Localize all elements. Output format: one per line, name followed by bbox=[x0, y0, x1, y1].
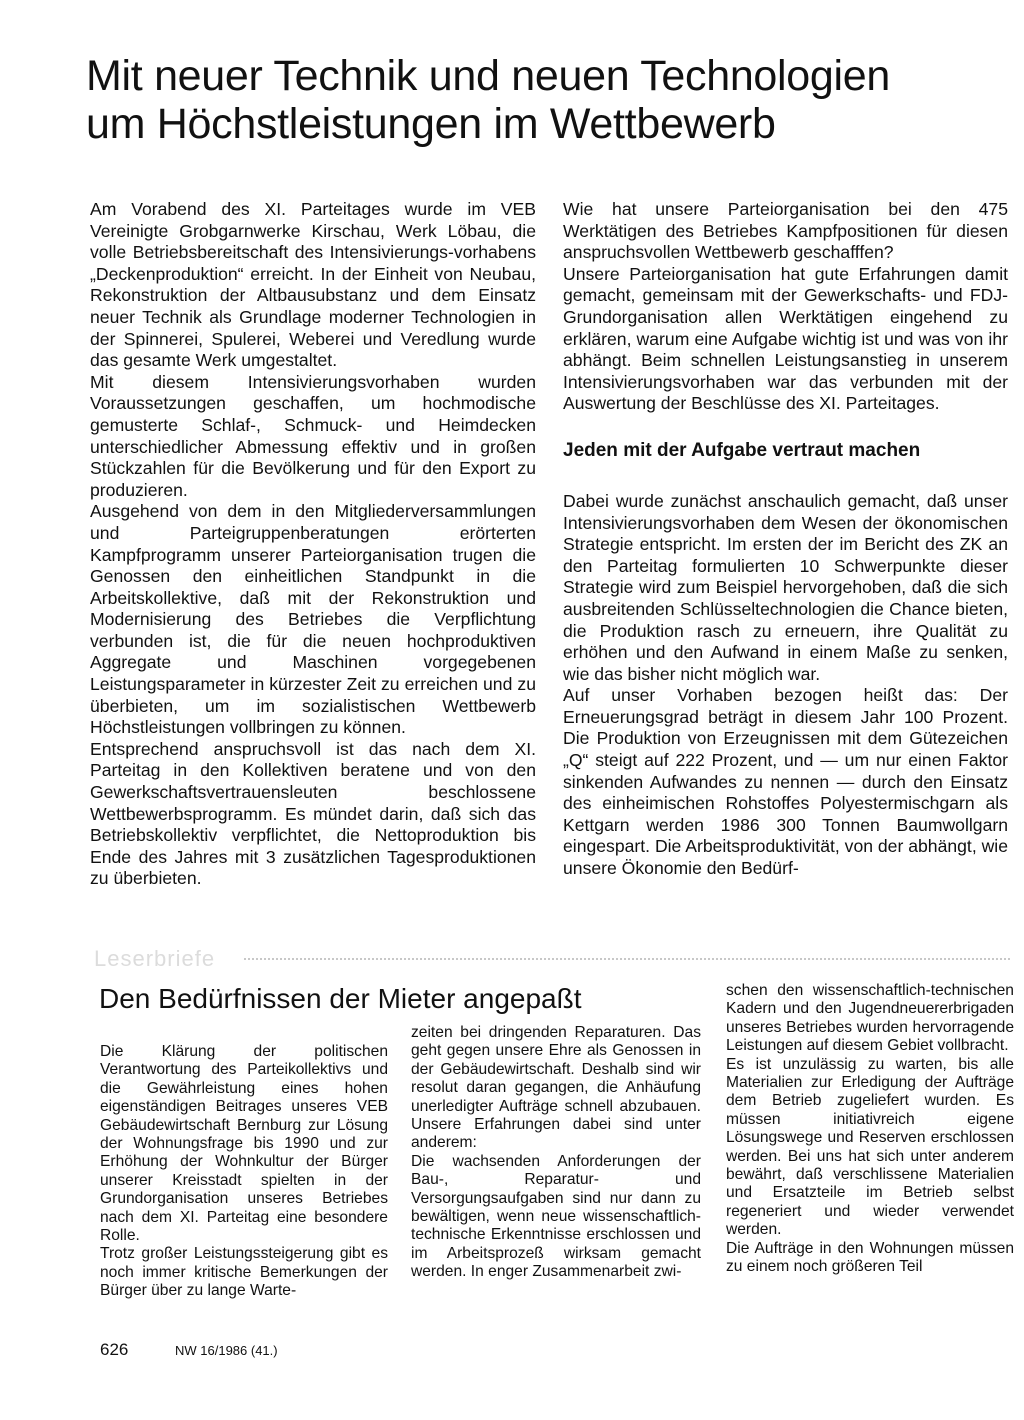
paragraph: Auf unser Vorhaben bezogen heißt das: Der Erneuerungsgrad beträgt in diesem Jahr 100 Prozent. Die Produktion von Erzeugnissen mit dem Gütezeichen „Q“ steigt auf 222 Prozent, und — um nur einen Faktor sinkenden Aufwandes zu nennen — durch den Einsatz des einheimischen Rohstoffes Polyestermischgarn als Kettgarn werden 1986 300 Tonnen Baumwollgarn eingespart. Die Arbeitsproduktivität, von der abhängt, wie unsere Ökonomie den Bedürf- bbox=[563, 685, 1008, 879]
paragraph: Die Aufträge in den Wohnungen müssen zu einem noch größeren Teil bbox=[726, 1239, 1014, 1276]
paragraph: Entsprechend anspruchsvoll ist das nach dem XI. Parteitag in den Kollektiven beratene und von den Gewerkschaftsvertrauensleuten beschlossene Wettbewerbsprogramm. Es mündet darin, daß sich das Betriebskollektiv verpflichtet, die Nettoproduktion bis Ende des Jahres mit 3 zusätzlichen Tagesproduktionen zu überbieten. bbox=[90, 738, 536, 889]
section-label: Leserbriefe bbox=[94, 946, 216, 971]
letter-column-1 bbox=[100, 1043, 388, 1301]
paragraph: Am Vorabend des XI. Parteitages wurde im VEB Vereinigte Grobgarnwerke Kirschau, Werk Löbau, die volle Betriebsbereitschaft des Intensivierungs-vorhabens „Deckenproduktion“ erreicht. In der Einheit von Neubau, Rekonstruktion der Altbausubstanz und dem Einsatz neuer Technik als Grundlage moderner Technologien in der Spinnerei, Spulerei, Weberei und Veredlung wurde das gesamte Werk umgestaltet. bbox=[90, 199, 536, 371]
section-subheading: Jeden mit der Aufgabe vertraut machen bbox=[563, 439, 921, 461]
paragraph: Dabei wurde zunächst anschaulich gemacht, daß unser Intensivierungsvorhaben dem Wesen der ökonomischen Strategie entspricht. Im ersten der im Bericht des ZK an den Parteitag formulierten 10 Schwerpunkte dieser Strategie wird zum Beispiel hervorgehoben, daß die sich ausbreitenden Schlüsseltechnologien die Chance bieten, die Produktion rasch zu erneuern, ihre Qualität zu erhöhen und den Aufwand in einem Maße zu senken, wie das bisher nicht möglich war. bbox=[563, 490, 1008, 684]
headline-line-1: Mit neuer Technik und neuen Technologien bbox=[86, 52, 891, 100]
paragraph: Mit diesem Intensivierungsvorhaben wurden Voraussetzungen geschaffen, um hochmodische gemusterte Schlaf-, Schmuck- und Heimdecken unterschiedlicher Abmessung effektiv und in großen Stückzahlen für die Bevölkerung und für den Export zu produzieren. bbox=[90, 371, 536, 500]
question-paragraph: Wie hat unsere Parteiorganisation bei den 475 Werktätigen des Betriebes Kampfpositionen für diesen anspruchsvollen Wettbewerb geschafffen? bbox=[563, 199, 1008, 263]
article-headline bbox=[86, 52, 986, 148]
dotted-rule bbox=[244, 958, 1010, 963]
article-right-column bbox=[563, 199, 1008, 880]
issue-reference: NW 16/1986 (41.) bbox=[175, 1343, 278, 1358]
paragraph: Es ist unzulässig zu warten, bis alle Materialien zur Erledigung der Aufträge dem Betrieb zugeliefert wurden. Es müssen initiativreich eigene Lösungswege und Reserven erschlossen werden. Bei uns hat sich unter anderem bewährt, daß verschlissene Materialien und Ersatzteile im Betrieb selbst regeneriert und wieder verwendet werden. bbox=[726, 1055, 1014, 1239]
paragraph: Ausgehend von dem in den Mitgliederversammlungen und Parteigruppenberatungen erörterten Kampfprogramm unserer Parteiorganisation trugen die Genossen den einheitlichen Standpunkt in die Arbeitskollektive, daß mit der Rekonstruktion und Modernisierung des Betriebes die Verpflichtung verbunden ist, die für die neuen hochproduktiven Aggregate und Maschinen vorgegebenen Leistungsparameter in kürzester Zeit zu erreichen und zu überbieten, um im sozialistischen Wettbewerb Höchstleistungen vollbringen zu können. bbox=[90, 501, 536, 738]
article-left-column bbox=[90, 199, 536, 890]
paragraph: schen den wissenschaftlich-technischen Kadern und den Jugendneuererbrigaden unseres Betriebes wurden hervorragende Leistungen auf diesem Gebiet vollbracht. bbox=[726, 982, 1014, 1055]
page-number: 626 bbox=[100, 1340, 129, 1359]
letter-title: Den Bedürfnissen der Mieter angepaßt bbox=[99, 983, 582, 1014]
paragraph: zeiten bei dringenden Reparaturen. Das geht gegen unsere Ehre als Genossen in der Gebäudewirtschaft. Deshalb sind wir resolut daran gegangen, die Anhäufung unerledigter Aufträge schnell abzubauen. Unsere Erfahrungen dabei sind unter anderem: bbox=[411, 1024, 701, 1152]
paragraph: Die Klärung der politischen Verantwortung des Parteikollektivs und die Gewährleistung eines hohen eigenständigen Beitrages unseres VEB Gebäudewirtschaft Bernburg zur Lösung der Wohnungsfrage bis 1990 und zur Erhöhung der Wohnkultur der Bürger unserer Kreisstadt spielten in der Grundorganisation unseres Betriebes nach dem XI. Parteitag eine besondere Rolle. bbox=[100, 1043, 388, 1245]
paragraph: Die wachsenden Anforderungen der Bau-, Reparatur- und Versorgungsaufgaben sind nur dann zu bewältigen, wenn neue wissenschaftlich-technische Erkenntnisse erschlossen und im Arbeitsprozeß wirksam gemacht werden. In enger Zusammenarbeit zwi- bbox=[411, 1152, 701, 1281]
section-separator bbox=[94, 946, 1010, 972]
paragraph: Trotz großer Leistungssteigerung gibt es noch immer kritische Bemerkungen der Bürger über zu lange Warte- bbox=[100, 1245, 388, 1300]
letter-column-3 bbox=[726, 982, 1014, 1277]
paragraph: Unsere Parteiorganisation hat gute Erfahrungen damit gemacht, gemeinsam mit der Gewerkschafts- und FDJ-Grundorganisation allen Werktätigen eingehend zu erklären, warum eine Aufgabe wichtig ist und was von ihr abhängt. Beim schnellen Leistungsanstieg in unserem Intensivierungsvorhaben war das verbunden mit der Auswertung der Beschlüsse des XI. Parteitages. bbox=[563, 263, 1008, 414]
headline-line-2: um Höchstleistungen im Wettbewerb bbox=[86, 100, 776, 148]
letter-column-2 bbox=[411, 1024, 701, 1282]
